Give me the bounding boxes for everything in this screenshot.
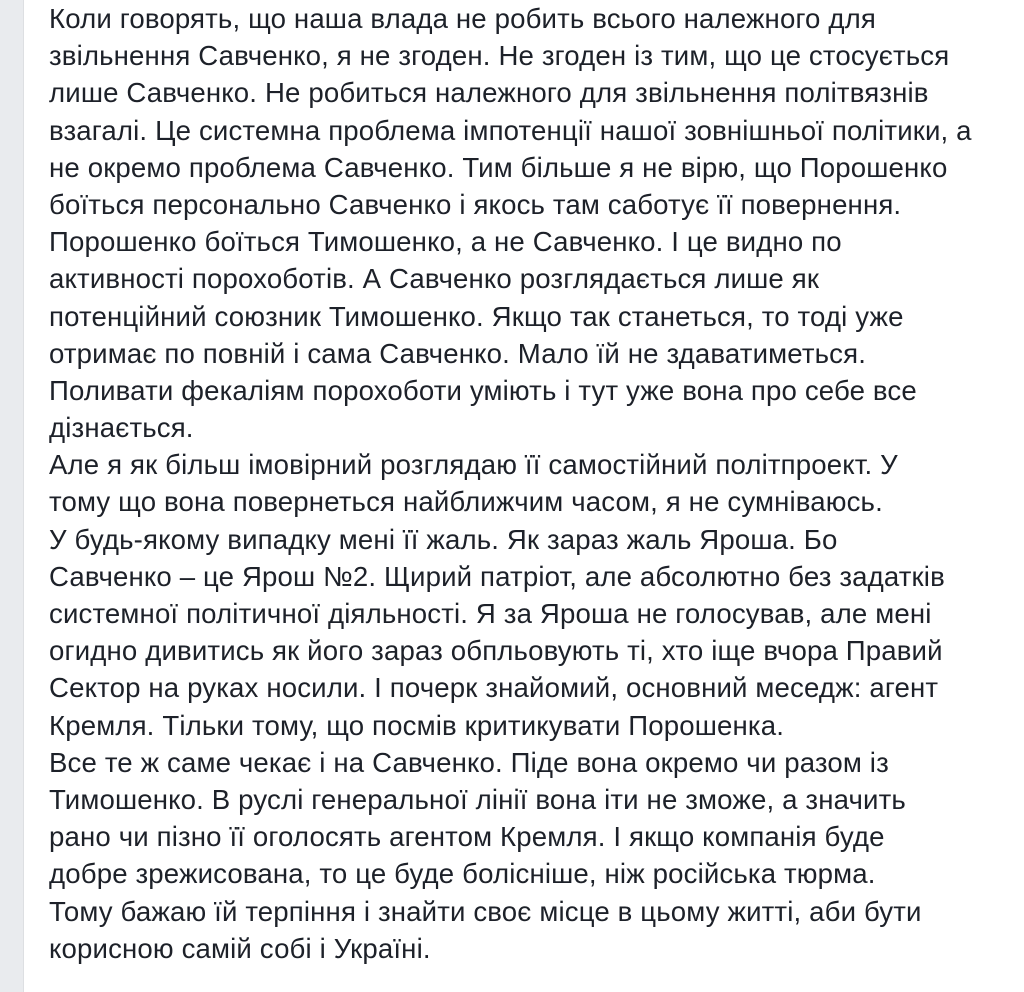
post-text-line: Тому бажаю їй терпіння і знайти своє місце в цьому житті, аби бути [49, 895, 922, 927]
post-text-line: Але я як більш імовірний розглядаю її самостійний політпроект. У [49, 449, 898, 481]
post-text-line: огидно дивитись як його зараз обпльовують ті, хто іще вчора Правий [49, 635, 943, 667]
post-text-line: Кремля. Тільки тому, що посмів критикувати Порошенка. [49, 709, 785, 741]
post-text-line: Коли говорять, що наша влада не робить всього належного для [49, 3, 876, 34]
post-text-line: Тимошенко. В руслі генеральної лінії вона іти не зможе, а значить [49, 783, 906, 815]
post-text-line: не окремо проблема Савченко. Тим більше я не вірю, що Порошенко [49, 151, 948, 183]
post-text-line: рано чи пізно її оголосять агентом Кремля. І якщо компанія буде [49, 821, 885, 853]
post-text-line: лише Савченко. Не робиться належного для звільнення політвязнів [49, 77, 929, 109]
post-text-line: звільнення Савченко, я не згоден. Не згоден із тим, що це стосується [49, 40, 950, 72]
post-text-line: корисною самій собі і Україні. [49, 932, 431, 964]
post-text-line: боїться персонально Савченко і якось там саботує її повернення. [49, 188, 902, 220]
post-text-line: добре зрежисована, то це буде болісніше, ніж російська тюрма. [49, 858, 876, 890]
post-text-line: взагалі. Це системна проблема імпотенції нашої зовнішньої політики, а [49, 114, 972, 146]
post-text-line: тому що вона повернеться найближчим часом, я не сумніваюсь. [49, 486, 883, 518]
post-text-line: У будь-якому випадку мені її жаль. Як зараз жаль Яроша. Бо [49, 523, 838, 555]
post-text [49, 0, 1014, 967]
post-text-line: потенційний союзник Тимошенко. Якщо так станеться, то тоді уже [49, 300, 904, 332]
post-card [23, 0, 1024, 992]
post-text-line: Сектор на руках носили. І почерк знайомий, основний меседж: агент [49, 672, 939, 704]
post-text-line: дізнається. [49, 412, 194, 444]
post-text-line: отримає по повній і сама Савченко. Мало їй не здаватиметься. [49, 337, 867, 369]
post-text-line: Порошенко боїться Тимошенко, а не Савченко. І це видно по [49, 226, 842, 258]
post-text-line: Поливати фекаліям порохоботи уміють і тут уже вона про себе все [49, 374, 917, 406]
post-text-line: Савченко – це Ярош №2. Щирий патріот, але абсолютно без задатків [49, 560, 945, 592]
post-text-line: системної політичної діяльності. Я за Яроша не голосував, але мені [49, 598, 932, 629]
post-text-line: Все те ж саме чекає і на Савченко. Піде вона окремо чи разом із [49, 746, 889, 778]
post-text-line: активності порохоботів. А Савченко розглядається лише як [49, 263, 820, 295]
